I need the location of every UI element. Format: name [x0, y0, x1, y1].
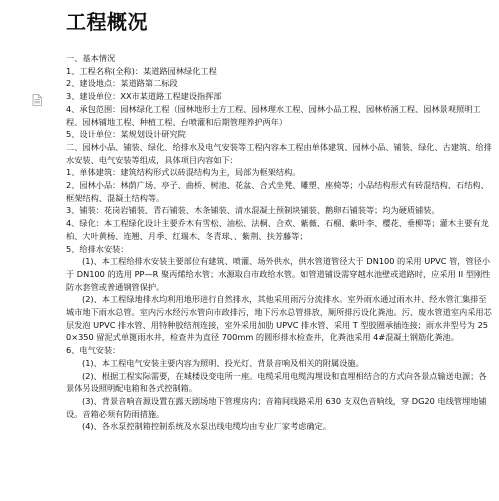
paragraph: 2、建设地点：某道路第二标段: [66, 78, 178, 89]
paragraph: 5、设计单位：某规划设计研究院: [66, 129, 186, 140]
document-title: 工程概况: [66, 10, 148, 34]
document-icon: [32, 91, 42, 103]
paragraph: 1、单体建筑：建筑结构形式以砖混结构为主，局部为框架结构。: [66, 167, 301, 178]
paragraph: 2、园林小品：林荫广场、亭子、曲桥、树池、花盆、合式坐凳、雕塑、座椅等；小品结构形式有砖混结构、石结构、框架结构、混凝土结构等。: [66, 180, 489, 203]
paragraph: 3、铺装：花岗岩铺装、青石铺装、木条铺装、清水混凝土预制块铺装、鹅卵石铺装等；均为硬质铺装。: [66, 205, 440, 216]
section-heading: 一、基本情况: [66, 53, 116, 63]
paragraph: (2)、本工程绿地排水均利用地形进行自然排水，其他采用雨污分流排水。室外雨水通过雨水井、经水管汇集排至城市地下雨水总管。室内污水经污水管向市政排污，地下污水总管排放，厕所排污设化粪池。污、废水管道室内采用芯层发泡 UPVC 排水管、用特种胶结剂连接，室外采用加肋 UPVC 排水管、采用 T 型胶圈承插连接；雨水井型号为 250×350 留泥式单篦雨水井，检查井为直径 700mm 的圆形排水检查井，化粪池采用 4#混凝土钢筋化粪池。: [66, 294, 492, 343]
paragraph: (1)、本工程给排水安装主要部位有建筑、喷灌、场外供水，供水管道管径大于 DN100 的采用 UPVC 管，管径小于 DN100 的选用 PP—R 聚丙烯给水管；水源取自市政给水管。如管道铺设需穿越水池壁或道路时，应采用 II 型刚性防水套管或普通钢管保护。: [66, 256, 491, 292]
paragraph: 1、工程名称(全称)：某道路园林绿化工程: [66, 65, 217, 76]
section-heading: 二、园林小品、铺装、绿化、给排水及电气安装等工程内容本工程由单体建筑、园林小品、铺装、绿化、古建筑、给排水安装、电气安装等组成，具体项目内容如下：: [66, 141, 492, 165]
paragraph: 4、承包范围：园林绿化工程（园林地形土方工程、园林理水工程、园林小品工程、园林桥涵工程、园林景观照明工程、园林铺地工程、种植工程、台喷灌和后期管理养护两年）: [66, 103, 481, 127]
paragraph: (1)、本工程电气安装主要内容为照明、投光灯、背景音响及相关的附属设施。: [82, 357, 364, 368]
paragraph: (2)、根据工程实际需要，在城楼设变电所一座。电缆采用电缆沟埋设和直埋相结合的方式向各景点输送电源；各景体另设照明配电箱和各式控制箱。: [66, 370, 487, 394]
paragraph: (4)、各水泵控制箱控制系统及水泵出线电缆均由专业厂家考虑确定。: [82, 421, 332, 432]
paragraph: 4、绿化：本工程绿化设计主要乔木有雪松、油松、法桐、合欢、紫薇、石榴、紫叶李、樱花、垂柳等；灌木主要有龙柏、大叶黄杨、连翘、月季、红瑞木、冬青球、、紫荆、扶芳藤等；: [66, 218, 489, 241]
paragraph: (3)、背景音响音源设置在露天剧场地下管理房内；音箱间线路采用 630 支双色音响线，穿 DG20 电线管埋地铺设。音箱必须有防雨措施。: [66, 395, 487, 419]
paragraph: 6、电气安装：: [66, 345, 121, 356]
paragraph: 3、建设单位：XX市某道路工程建设指挥部: [66, 91, 222, 102]
document-body: [66, 52, 493, 433]
paragraph: 5、给排水安装：: [66, 243, 129, 254]
